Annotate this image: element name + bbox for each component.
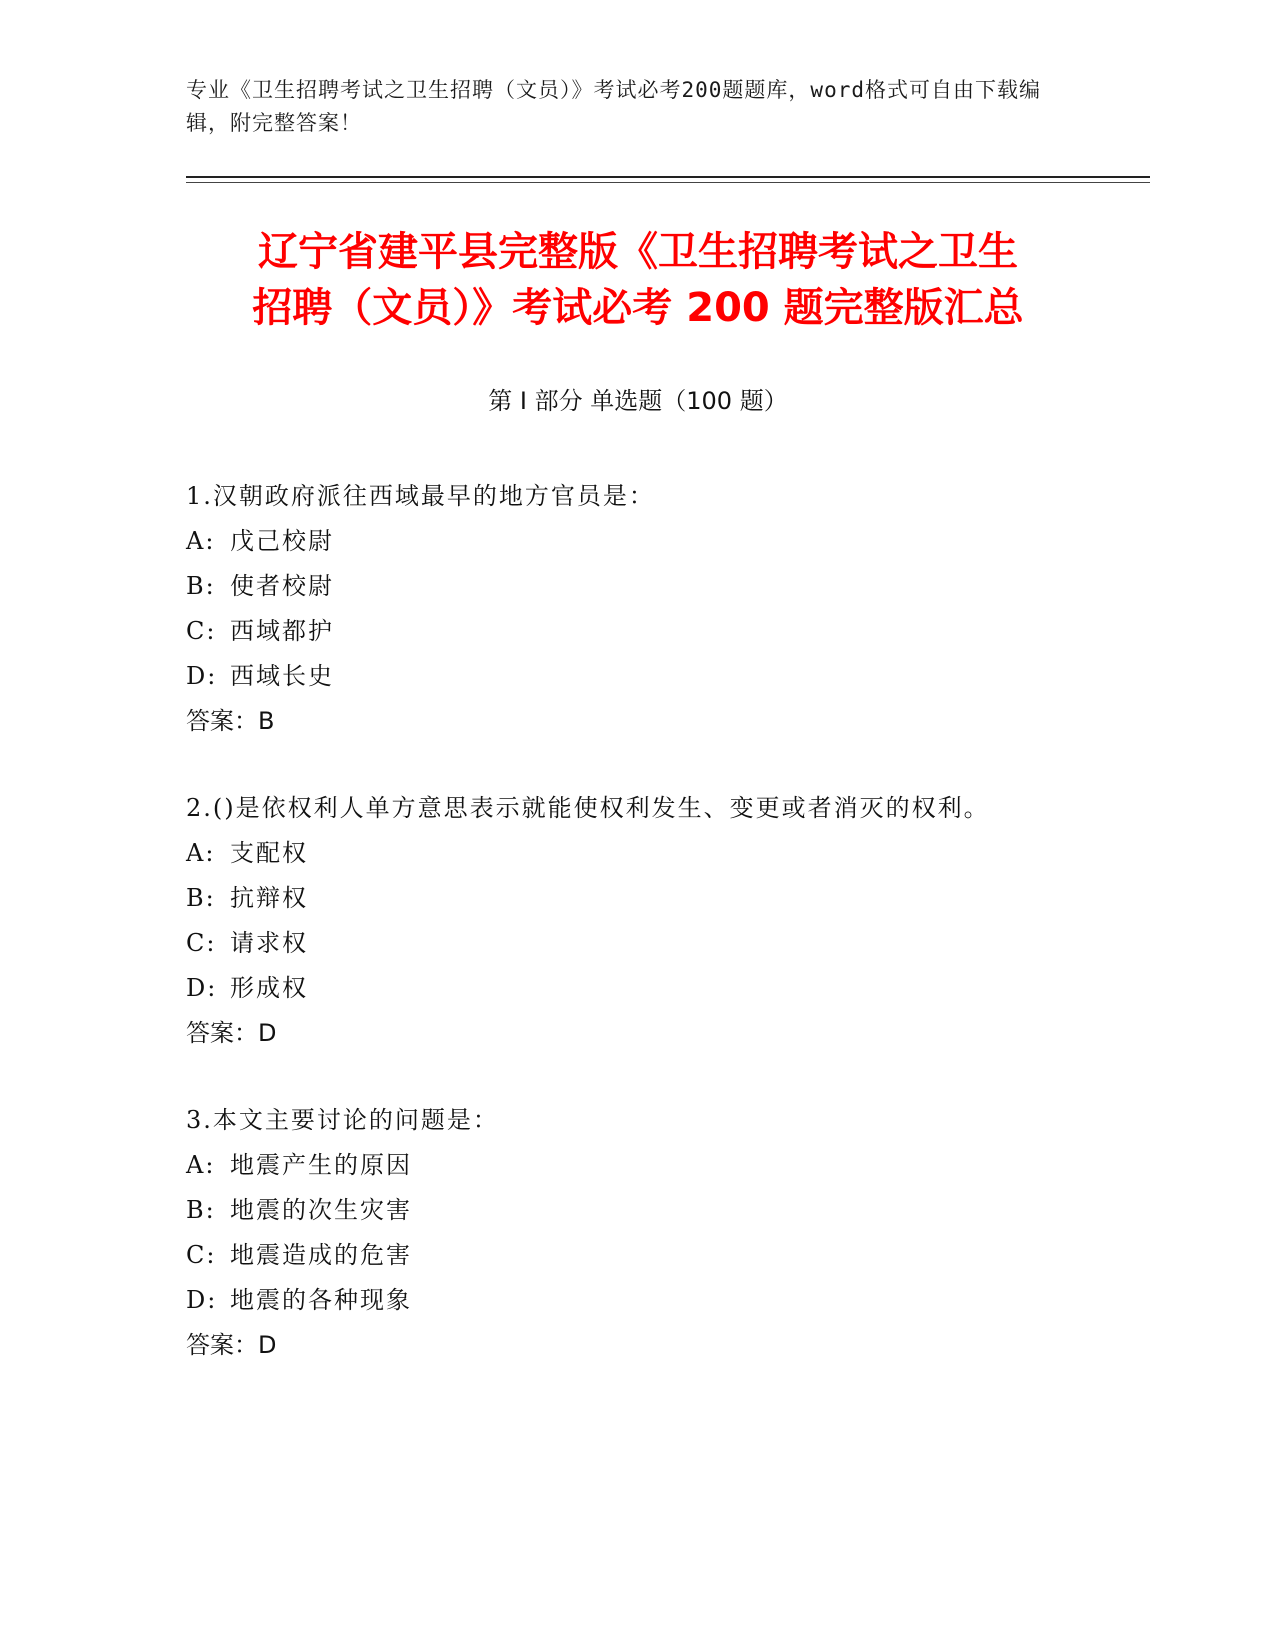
option-d (186, 966, 1066, 1011)
option-c (186, 1233, 1066, 1278)
option-key: B: (186, 884, 216, 912)
option-c (186, 921, 1066, 966)
option-text: 形成权 (230, 974, 308, 1002)
option-text: 西域长史 (230, 662, 334, 690)
header-divider-thick (186, 176, 1150, 178)
option-key: A: (186, 839, 216, 867)
option-key: D: (186, 662, 218, 690)
header-divider-thin (186, 182, 1150, 183)
answer-line: 答案：D (186, 1331, 277, 1359)
option-d (186, 1278, 1066, 1323)
option-key: D: (186, 1286, 218, 1314)
option-text: 抗辩权 (230, 884, 308, 912)
option-key: A: (186, 527, 216, 555)
option-c (186, 609, 1066, 654)
document-title (186, 224, 1090, 336)
option-text: 支配权 (230, 839, 308, 867)
header-note: 专业《卫生招聘考试之卫生招聘（文员）》考试必考200题题库，word格式可自由下载编辑，附完整答案！ (186, 78, 1041, 135)
question-1 (186, 474, 1066, 744)
option-key: C: (186, 617, 217, 645)
option-text: 地震的各种现象 (230, 1286, 412, 1314)
question-list (186, 474, 1066, 1410)
question-3 (186, 1098, 1066, 1368)
option-text: 地震造成的危害 (230, 1241, 412, 1269)
answer-line: 答案：B (186, 707, 275, 735)
section-title: 第 I 部分 单选题（100 题） (488, 387, 788, 415)
option-text: 请求权 (230, 929, 308, 957)
option-text: 使者校尉 (230, 572, 334, 600)
option-text: 地震的次生灾害 (230, 1196, 412, 1224)
option-text: 戊己校尉 (230, 527, 334, 555)
option-key: A: (186, 1151, 216, 1179)
question-stem: 1.汉朝政府派往西域最早的地方官员是： (186, 482, 655, 510)
option-key: C: (186, 1241, 217, 1269)
question-stem: 3.本文主要讨论的问题是： (186, 1106, 499, 1134)
option-text: 西域都护 (230, 617, 334, 645)
option-key: B: (186, 1196, 216, 1224)
option-a (186, 1143, 1066, 1188)
document-title-line2: 招聘（文员）》考试必考 200 题完整版汇总 (252, 285, 1024, 331)
option-d (186, 654, 1066, 699)
answer-line: 答案：D (186, 1019, 277, 1047)
question-2 (186, 786, 1066, 1056)
document-title-line1: 辽宁省建平县完整版《卫生招聘考试之卫生 (258, 229, 1018, 275)
option-key: C: (186, 929, 217, 957)
option-b (186, 1188, 1066, 1233)
option-a (186, 519, 1066, 564)
option-a (186, 831, 1066, 876)
option-key: B: (186, 572, 216, 600)
option-b (186, 564, 1066, 609)
option-b (186, 876, 1066, 921)
question-stem: 2.()是依权利人单方意思表示就能使权利发生、变更或者消灭的权利。 (186, 794, 990, 822)
option-key: D: (186, 974, 218, 1002)
option-text: 地震产生的原因 (230, 1151, 412, 1179)
